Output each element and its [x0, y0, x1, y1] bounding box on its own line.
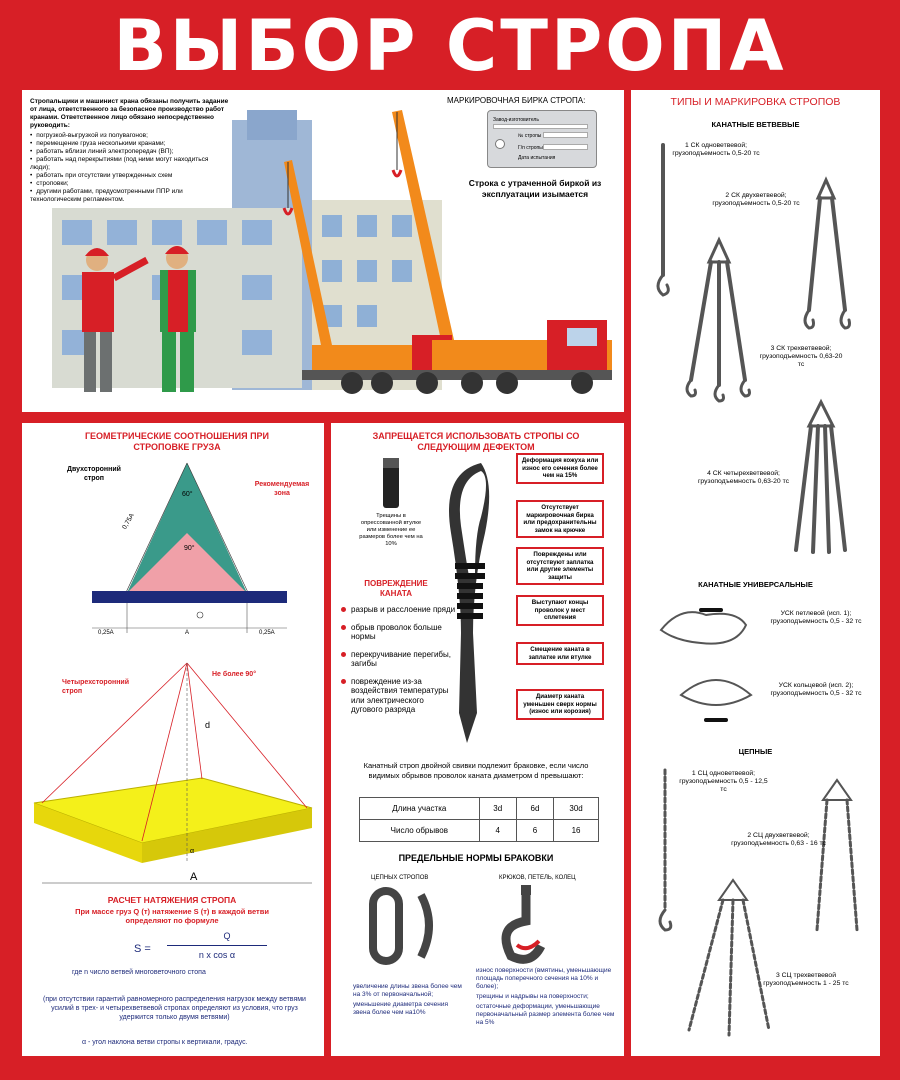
two-leg-label: Двухсторонний строп [67, 466, 121, 482]
list-item: перекручивание перегибы, загибы [341, 650, 456, 669]
geometry-diagram [22, 423, 324, 1056]
defect-box: Диаметр каната уменьшен сверх нормы (износ или корозия) [516, 689, 604, 720]
tag-field: Г/п стропы [518, 145, 543, 151]
geometry-panel [22, 423, 324, 1056]
defects-panel [331, 423, 624, 1056]
hook-notes [476, 967, 616, 1027]
defect-box: Смещение каната в заплатке или втулке [516, 642, 604, 665]
tag-field: Дата испытания [518, 155, 556, 161]
list-item: износ поверхности (вмятины, уменьшающие площадь поперечного сечения на 10% и более); [476, 967, 612, 990]
defect-box: Деформация кожуха или износ его сечения более чем на 15% [516, 453, 604, 484]
chain-heading: ЦЕПНЫЕ [738, 747, 773, 756]
usk2-label: УСК кольцевой (исп. 2); грузоподъемность 0,5 - 32 тс [770, 682, 862, 697]
damage-list [341, 605, 456, 723]
list-item: трещины и надрывы на поверхности; [476, 993, 589, 1000]
list-item: • погрузкой-выгрузкой из полувагонов; [30, 132, 230, 140]
sc3-label: 3 СЦ трехветвевой грузоподъемность 1 - 25 тс [763, 972, 849, 987]
table-cell: 3d [479, 798, 516, 820]
formula-s: S = [134, 943, 151, 955]
table-cell: 6d [516, 798, 553, 820]
angle-90: 90° [184, 545, 195, 552]
d-label: d [205, 720, 211, 730]
usk1-label: УСК петлевой (исп. 1); грузоподъемность 0,5 - 32 тс [770, 610, 862, 625]
angle-60: 60° [182, 491, 193, 498]
table-cell: 30d [554, 798, 599, 820]
tag-field: Завод-изготовитель [493, 117, 539, 123]
alpha-note: α - угол наклона ветви стропы к вертикали, градус. [82, 1039, 248, 1046]
list-item: разрыв и расслоение пряди [341, 605, 456, 615]
table-row [360, 798, 599, 820]
hook-label: КРЮКОВ, ПЕТЕЛЬ, КОЛЕЦ [499, 875, 576, 881]
sk2-label: 2 СК двухветвевой; грузоподъемность 0,5-20 тс [712, 192, 800, 207]
list-item: • другими работами, предусмотренными ППР или технологическим регламентом. [30, 188, 230, 204]
marking-tag [487, 110, 597, 168]
responsibility-text: Стропальщики и машинист крана обязаны получить задание от лица, ответственного за безопасное производство работ кранами. Ответственное лицо обязано непосредственно руководить: [30, 98, 229, 129]
table-cell: Число обрывов [360, 820, 480, 842]
breakage-table [359, 797, 599, 842]
list-item: • перемещение груза несколькими кранами; [30, 140, 230, 148]
rope-branch-heading: КАНАТНЫЕ ВЕТВЕВЫЕ [711, 120, 800, 129]
list-item: • работать при отсутствии утвержденных схем [30, 172, 230, 180]
rope-universal-heading: КАНАТНЫЕ УНИВЕРСАЛЬНЫЕ [698, 580, 813, 589]
types-title: ТИПЫ И МАРКИРОВКА СТРОПОВ [670, 96, 841, 108]
sling-types-panel [631, 90, 880, 1056]
formula-numerator: Q [223, 931, 231, 941]
tag-field: № стропы [518, 133, 542, 139]
poster-title: ВЫБОР СТРОПА [113, 5, 787, 87]
table-row [360, 820, 599, 842]
max-angle-label: Не более 90° [212, 671, 256, 678]
a-label: A [190, 871, 198, 883]
responsibility-list [30, 132, 230, 204]
calc-text: При массе груз Q (т) натяжение S (т) в каждой ветви определяют по формуле [75, 907, 269, 925]
note-text: (при отсутствии гарантий равномерного распределения нагрузок между ветвями усилий в трех- и четырехветвевой стропах определяют из условия, что груз удержится только двумя ветвями) [43, 996, 306, 1021]
where-text: где n число ветвей многоветочного стопа [72, 969, 206, 976]
tag-title: МАРКИРОВОЧНАЯ БИРКА СТРОПА: [447, 96, 586, 105]
alpha-label: α [190, 848, 195, 855]
tag-note: Строка с утраченной биркой из эксплуатации изымается [468, 178, 602, 199]
sc2-label: 2 СЦ двухветвевой; грузоподъемность 0,63 - 16 тс [731, 832, 826, 847]
sk1-label: 1 СК одноветвевой; грузоподъемность 0,5-20 тс [672, 142, 760, 157]
list-item: уменьшение диаметра сечения звена более чем на10% [353, 1001, 449, 1016]
list-item: остаточные деформации, уменьшающие первоначальный размер элемента более чем на 5% [476, 1003, 615, 1026]
list-item: • строповки; [30, 180, 230, 188]
defect-box: Отсутствует маркировочная бирка или предохранительны замок на крючке [516, 500, 604, 538]
four-leg-label: Четырехсторонний строп [62, 679, 130, 695]
left-dim: 0,25A [98, 630, 114, 636]
chain-notes [353, 983, 463, 1017]
list-item: обрыв проволок больше нормы [341, 623, 456, 642]
formula-denominator: n x cos α [198, 950, 236, 960]
sling-types-illustration [631, 90, 880, 1056]
sk4-label: 4 СК четырехветвевой; грузоподъемность 0,63-20 тс [697, 470, 790, 485]
table-cell: 4 [479, 820, 516, 842]
chain-label: ЦЕПНЫХ СТРОПОВ [371, 875, 429, 881]
right-dim: 0,25A [259, 630, 275, 636]
sc1-label: 1 СЦ одноветвевой; грузоподъемность 0,5 - 12,5 тс [679, 770, 768, 793]
table-cell: 6 [516, 820, 553, 842]
list-item: • работать над перекрытиями (под ними могут находиться люди); [30, 156, 230, 172]
top-panel [22, 90, 624, 412]
calc-title: РАСЧЕТ НАТЯЖЕНИЯ СТРОПА [107, 895, 237, 905]
table-cell: Длина участка [360, 798, 480, 820]
list-item: • работать вблизи линий электропередач (ВП); [30, 148, 230, 156]
table-cell: 16 [554, 820, 599, 842]
sleeve-caption: Трещины в опрессованной втулке или изменение ее размеров более чем на 10% [359, 513, 423, 547]
center-dim: A [185, 630, 190, 636]
defect-box: Выступают концы проволок у мест сплетения [516, 595, 604, 626]
tag-hole [495, 139, 505, 149]
list-item: повреждение из-за воздействия температуры или электрического дугового разряда [341, 677, 456, 715]
length-label: 0,75A [121, 512, 136, 531]
list-item: увеличение длины звена более чем на 3% от первоначальной; [353, 983, 462, 998]
table-intro: Канатный строп двойной свивки подлежит браковке, если число видимых обрывов проволок каната диаметром d превышают: [363, 761, 589, 780]
damage-title: ПОВРЕЖДЕНИЕ КАНАТА [364, 579, 428, 598]
defect-box: Повреждены или отсутствуют заплатка или другие элементы защиты [516, 547, 604, 585]
defects-title: ЗАПРЕЩАЕТСЯ ИСПОЛЬЗОВАТЬ СТРОПЫ СО СЛЕДУЮЩИМ ДЕФЕКТОМ [372, 431, 580, 452]
sk3-label: 3 СК трехветвевой; грузоподъемность 0,63-20 тс [759, 345, 843, 368]
norms-title: ПРЕДЕЛЬНЫЕ НОРМЫ БРАКОВКИ [398, 853, 554, 863]
chain-hook-illustration [331, 883, 624, 973]
geometry-title: ГЕОМЕТРИЧЕСКИЕ СООТНОШЕНИЯ ПРИ СТРОПОВКЕ ГРУЗА [84, 431, 270, 452]
recommended-zone-label: Рекомендуемая зона [254, 481, 310, 497]
